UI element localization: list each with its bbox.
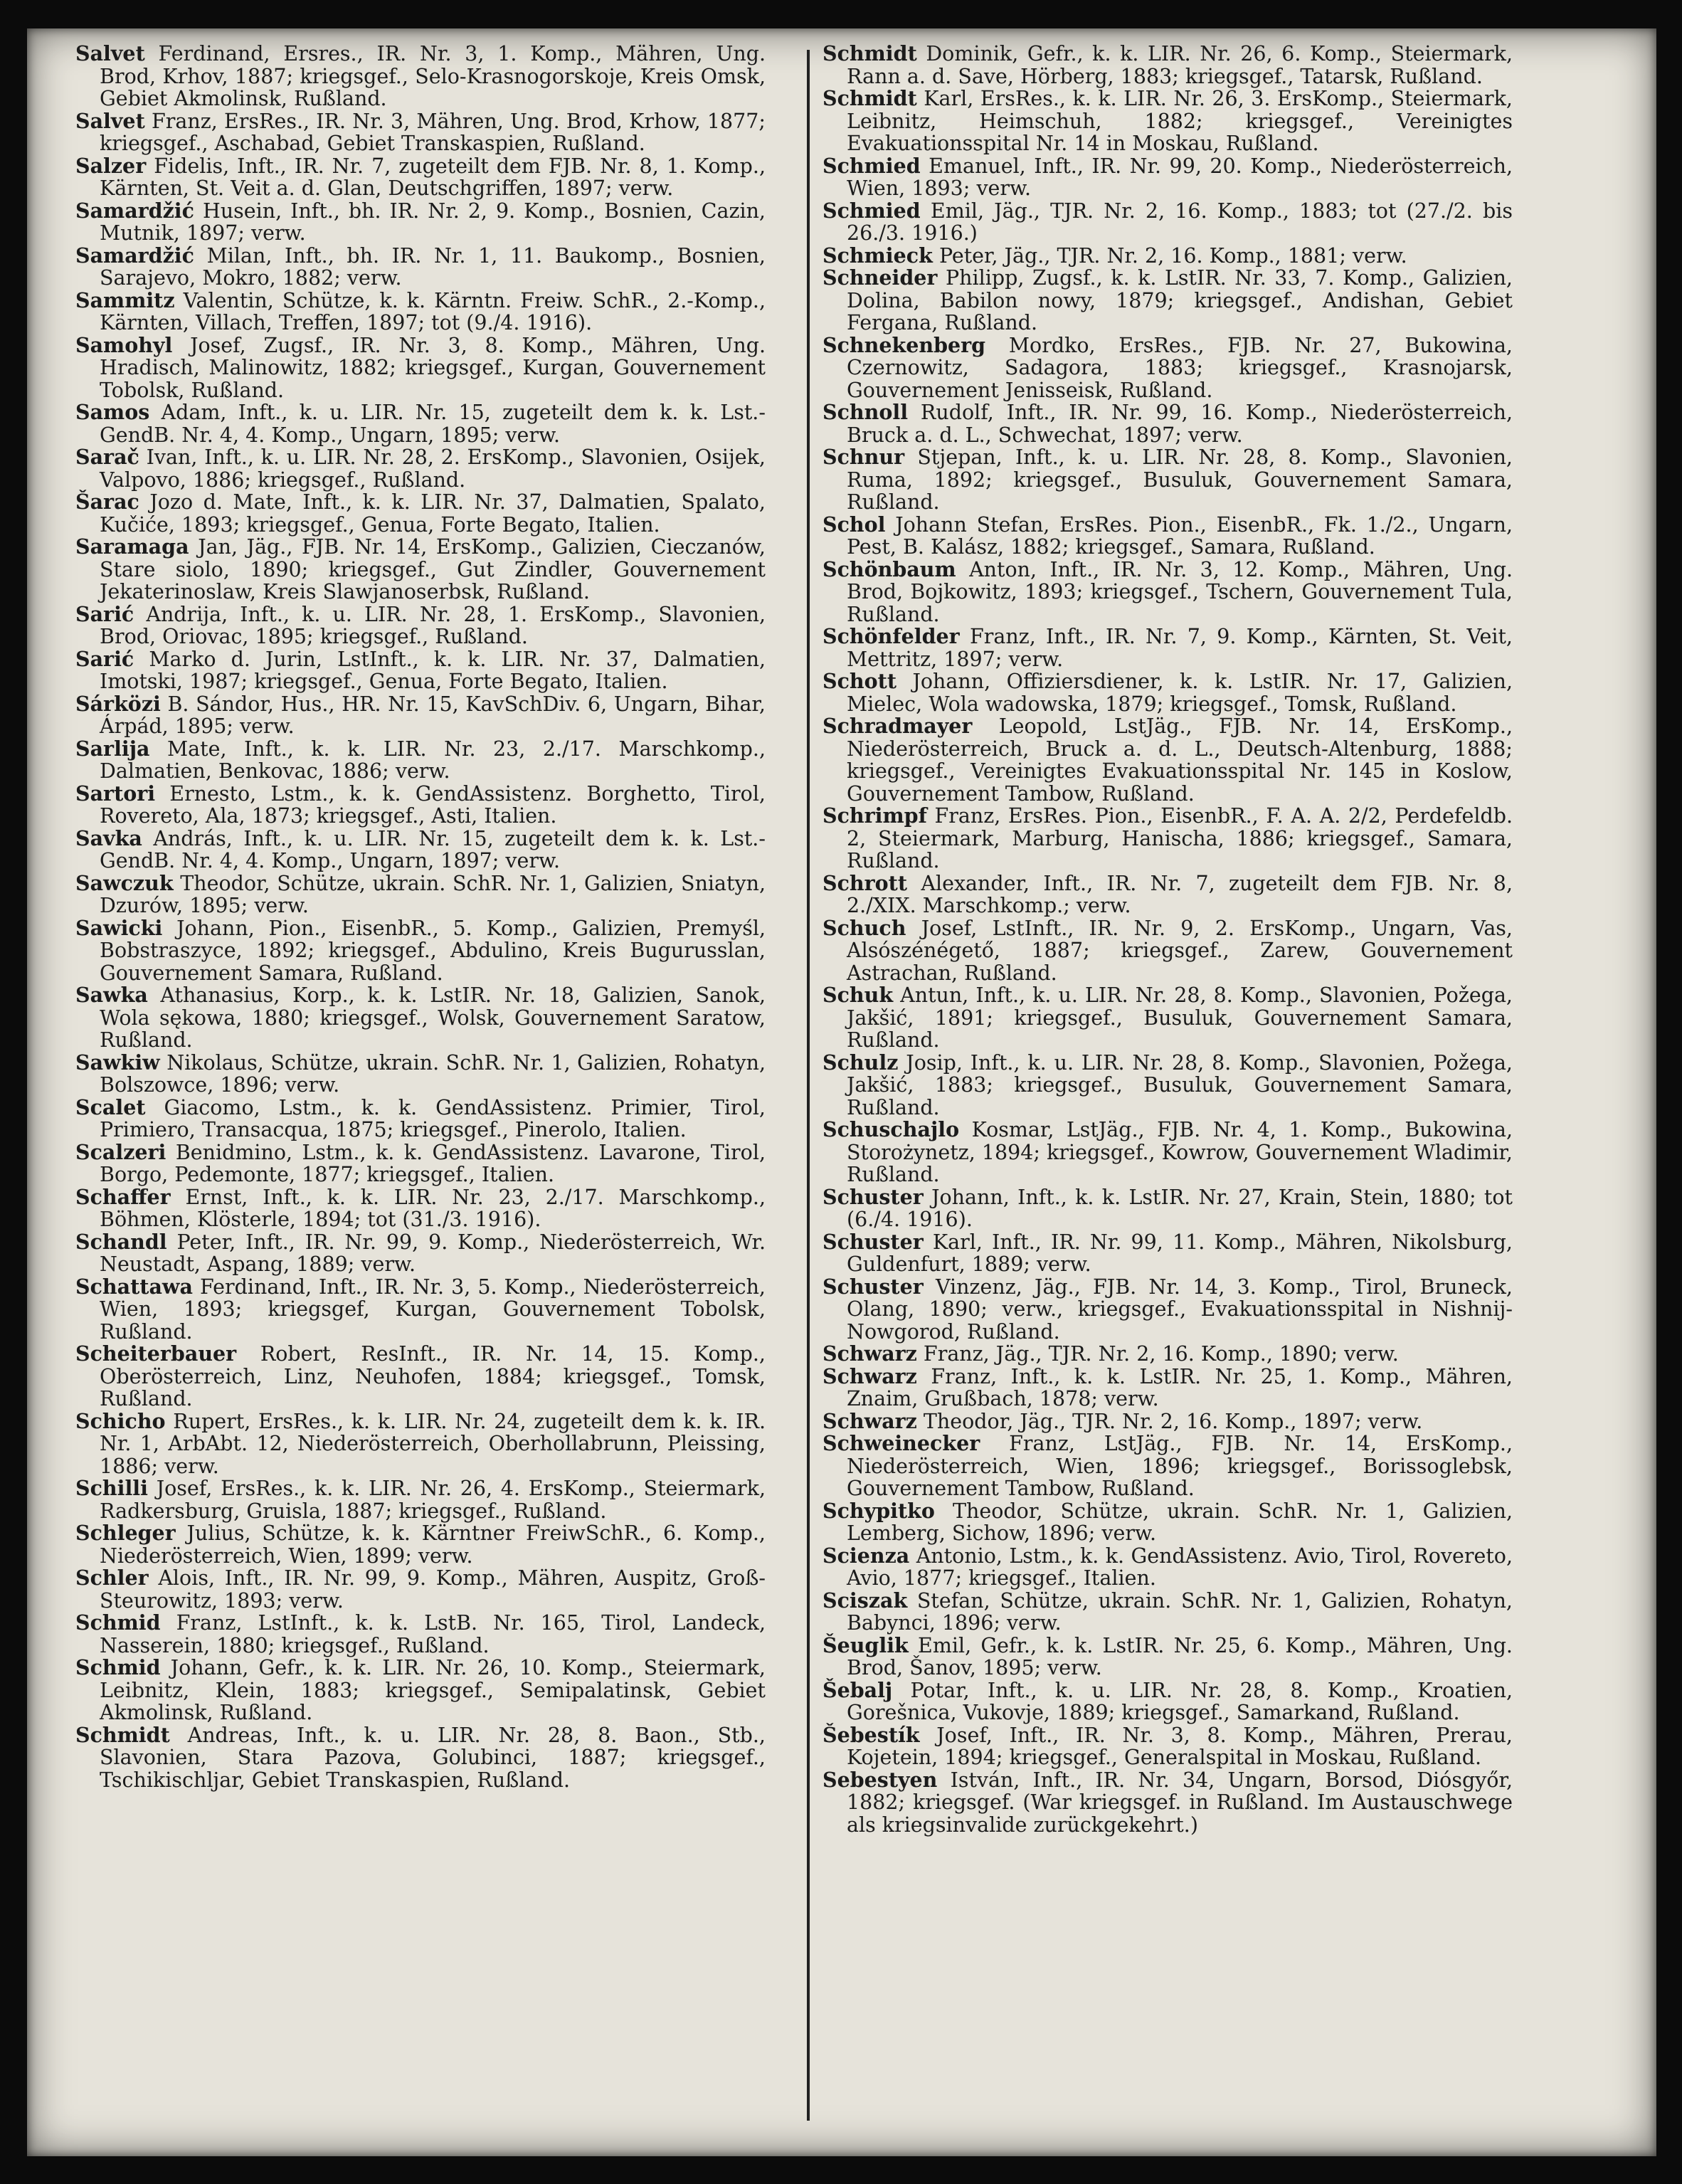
casualty-entry	[75, 245, 766, 290]
entry-details: Ernesto, Lstm., k. k. GendAssistenz. Borghetto, Tirol, Rovereto, Ala, 1873; kriegsgef., Asti, Italien.	[100, 781, 766, 828]
casualty-entry	[823, 1679, 1513, 1724]
casualty-entry	[75, 984, 766, 1052]
entry-details: Franz, ErsRes. Pion., EisenbR., F. A. A. 2/2, Perdefeldb. 2, Steiermark, Marburg, Hanischa, 1886; kriegsgef., Samara, Rußland.	[847, 804, 1513, 872]
entry-details: Ivan, Inft., k. u. LIR. Nr. 28, 2. ErsKomp., Slavonien, Osijek, Valpovo, 1886; kriegsgef., Rußland.	[100, 445, 766, 492]
casualty-entry	[75, 446, 766, 491]
entry-surname: Schwarz	[823, 1408, 917, 1433]
entry-surname: Schmidt	[823, 41, 917, 65]
entry-surname: Schuster	[823, 1184, 924, 1209]
entry-details: Karl, Inft., IR. Nr. 99, 11. Komp., Mähren, Nikolsburg, Guldenfurt, 1889; verw.	[847, 1230, 1513, 1276]
entry-surname: Sammitz	[75, 287, 175, 312]
casualty-entry	[823, 514, 1513, 559]
entry-details: Marko d. Jurin, LstInft., k. k. LIR. Nr. 37, Dalmatien, Imotski, 1987; kriegsgef., Genua, Forte Begato, Italien.	[100, 647, 766, 693]
entry-details: Ferdinand, Ersres., IR. Nr. 3, 1. Komp., Mähren, Ung. Brod, Krhov, 1887; kriegsgef., Selo-Krasnogorskoje, Kreis Omsk, Gebiet Akmolinsk, Rußland.	[100, 42, 766, 110]
entry-details: Karl, ErsRes., k. k. LIR. Nr. 26, 3. ErsKomp., Steiermark, Leibnitz, Heimschuh, 1882; kriegsgef., Vereinigtes Evakuationsspital Nr. 14 in Moskau, Rußland.	[847, 87, 1513, 155]
entry-surname: Sawka	[75, 983, 148, 1007]
entry-surname: Schilli	[75, 1476, 148, 1500]
entry-details: Giacomo, Lstm., k. k. GendAssistenz. Primier, Tirol, Primiero, Transacqua, 1875; kriegsgef., Pinerolo, Italien.	[100, 1095, 766, 1141]
casualty-entry	[823, 334, 1513, 402]
casualty-entry	[823, 1186, 1513, 1231]
entry-surname: Schuster	[823, 1229, 924, 1254]
entry-details: Franz, LstJäg., FJB. Nr. 14, ErsKomp., Niederösterreich, Wien, 1896; kriegsgef., Borissoglebsk, Gouvernement Tambow, Rußland.	[847, 1432, 1513, 1500]
entry-details: Emanuel, Inft., IR. Nr. 99, 20. Komp., Niederösterreich, Wien, 1893; verw.	[847, 154, 1513, 200]
casualty-entry	[75, 200, 766, 245]
casualty-entry	[823, 1590, 1513, 1635]
entry-details: Johann, Pion., EisenbR., 5. Komp., Galizien, Premyśl, Bobstraszyce, 1892; kriegsgef., Abdulino, Kreis Bugurusslan, Gouvernement Samara, Rußland.	[100, 916, 766, 985]
casualty-entry	[75, 872, 766, 917]
entry-surname: Samardžić	[75, 198, 194, 223]
entry-details: Anton, Inft., IR. Nr. 3, 12. Komp., Mähren, Ung. Brod, Bojkowitz, 1893; kriegsgef., Tschern, Gouvernement Tula, Rußland.	[847, 557, 1513, 626]
entry-details: Fidelis, Inft., IR. Nr. 7, zugeteilt dem FJB. Nr. 8, 1. Komp., Kärnten, St. Veit a. d. Glan, Deutschgriffen, 1897; verw.	[100, 154, 766, 200]
entry-surname: Sawkiw	[75, 1050, 160, 1075]
casualty-entry	[75, 1231, 766, 1276]
entry-surname: Sarlija	[75, 736, 150, 761]
casualty-entry	[75, 825, 766, 872]
entry-details: Andrija, Inft., k. u. LIR. Nr. 28, 1. ErsKomp., Slavonien, Brod, Oriovac, 1895; kriegsgef., Rußland.	[100, 602, 766, 648]
document-page	[27, 28, 1656, 2156]
entry-surname: Schleger	[75, 1521, 176, 1545]
casualty-entry	[823, 1119, 1513, 1186]
entry-details: Peter, Inft., IR. Nr. 99, 9. Komp., Niederösterreich, Wr. Neustadt, Aspang, 1889; verw.	[100, 1230, 766, 1276]
entry-surname: Schradmayer	[823, 714, 973, 738]
entry-surname: Schott	[823, 669, 896, 693]
entry-surname: Salzer	[75, 153, 147, 178]
entry-surname: Schypitko	[823, 1498, 935, 1523]
entry-surname: Samos	[75, 400, 150, 424]
entry-surname: Schmieck	[823, 243, 933, 268]
casualty-entry	[823, 401, 1513, 446]
entry-surname: Sawicki	[75, 915, 163, 940]
entry-surname: Schulz	[823, 1050, 899, 1075]
casualty-entry	[823, 984, 1513, 1052]
entry-surname: Schmid	[75, 1655, 161, 1679]
casualty-entry	[75, 1612, 766, 1657]
entry-surname: Schol	[823, 512, 886, 537]
entry-details: Husein, Inft., bh. IR. Nr. 2, 9. Komp., Bosnien, Cazin, Mutnik, 1897; verw.	[100, 199, 766, 245]
casualty-entry	[75, 1276, 766, 1344]
entry-details: Emil, Jäg., TJR. Nr. 2, 16. Komp., 1883; tot (27./2. bis 26./3. 1916.)	[847, 199, 1513, 245]
entry-surname: Samardžić	[75, 243, 194, 268]
casualty-entry	[75, 155, 766, 200]
entry-surname: Schönbaum	[823, 556, 956, 581]
casualty-entry	[823, 556, 1513, 626]
entry-details: Peter, Jäg., TJR. Nr. 2, 16. Komp., 1881; verw.	[938, 243, 1407, 268]
entry-details: Josef, LstInft., IR. Nr. 9, 2. ErsKomp., Ungarn, Vas, Alsószénégető, 1887; kriegsgef., Zarew, Gouvernement Astrachan, Rußland.	[847, 916, 1513, 985]
entry-details: Theodor, Schütze, ukrain. SchR. Nr. 1, Galizien, Sniatyn, Dzurów, 1895; verw.	[100, 871, 766, 917]
entry-details: Franz, ErsRes., IR. Nr. 3, Mähren, Ung. Brod, Krhow, 1877; kriegsgef., Aschabad, Gebiet Transkaspien, Rußland.	[100, 109, 766, 155]
entry-details: Julius, Schütze, k. k. Kärntner FreiwSchR., 6. Komp., Niederösterreich, Wien, 1899; verw.	[100, 1521, 766, 1568]
casualty-entry	[75, 1052, 766, 1097]
casualty-entry	[823, 1433, 1513, 1500]
entry-details: Theodor, Jäg., TJR. Nr. 2, 16. Komp., 1897; verw.	[923, 1409, 1423, 1433]
casualty-entry	[823, 1769, 1513, 1837]
casualty-entry	[823, 917, 1513, 985]
entry-surname: Schuch	[823, 915, 906, 940]
entry-details: Stjepan, Inft., k. u. LIR. Nr. 28, 8. Komp., Slavonien, Ruma, 1892; kriegsgef., Busuluk, Gouvernement Samara, Rußland.	[847, 445, 1513, 514]
entry-details: Benidmino, Lstm., k. k. GendAssistenz. Lavarone, Tirol, Borgo, Pedemonte, 1877; kriegsgef., Italien.	[100, 1140, 766, 1186]
entry-surname: Sawczuk	[75, 870, 174, 895]
entry-details: István, Inft., IR. Nr. 34, Ungarn, Borsod, Diósgyőr, 1882; kriegsgef. (War kriegsgef. in Rußland. Im Austauschwege als kriegsinvalide zurückgekehrt.)	[847, 1768, 1513, 1837]
entry-surname: Schneider	[823, 265, 938, 290]
entry-details: Franz, LstInft., k. k. LstB. Nr. 165, Tirol, Landeck, Nasserein, 1880; kriegsgef., Rußland.	[100, 1611, 766, 1657]
entry-details: Rupert, ErsRes., k. k. LIR. Nr. 24, zugeteilt dem k. k. IR. Nr. 1, ArbAbt. 12, Niederösterreich, Oberhollabrunn, Pleissing, 1886; verw.	[100, 1409, 766, 1478]
entry-details: Andreas, Inft., k. u. LIR. Nr. 28, 8. Baon., Stb., Slavonien, Stara Pazova, Golubinci, 1887; kriegsgef., Tschikischljar, Gebiet Transkaspien, Rußland.	[100, 1723, 766, 1792]
entry-surname: Šarac	[75, 490, 139, 514]
entry-surname: Scheiterbauer	[75, 1341, 237, 1366]
entry-surname: Sebestyen	[823, 1767, 938, 1792]
entry-details: Stefan, Schütze, ukrain. SchR. Nr. 1, Galizien, Rohatyn, Babynci, 1896; verw.	[847, 1588, 1513, 1635]
entry-surname: Schicho	[75, 1408, 166, 1433]
casualty-entry	[75, 1186, 766, 1231]
entry-surname: Schweinecker	[823, 1431, 980, 1455]
entry-surname: Schwarz	[823, 1363, 917, 1388]
casualty-entry	[823, 88, 1513, 155]
entry-details: Potar, Inft., k. u. LIR. Nr. 28, 8. Komp., Kroatien, Gorešnica, Vukovje, 1889; kriegsgef., Samarkand, Rußland.	[847, 1678, 1513, 1724]
entry-surname: Schuk	[823, 983, 894, 1007]
entry-details: Antonio, Lstm., k. k. GendAssistenz. Avio, Tirol, Rovereto, Avio, 1877; kriegsgef., Italien.	[847, 1544, 1513, 1590]
entry-surname: Sartori	[75, 781, 156, 806]
casualty-entry	[823, 245, 1513, 268]
entry-details: Emil, Gefr., k. k. LstIR. Nr. 25, 6. Komp., Mähren, Ung. Brod, Šanov, 1895; verw.	[847, 1633, 1513, 1679]
casualty-entry	[75, 1724, 766, 1792]
casualty-entry	[75, 536, 766, 603]
entry-details: Valentin, Schütze, k. k. Kärntn. Freiw. SchR., 2.-Komp., Kärnten, Villach, Treffen, 1897; tot (9./4. 1916).	[100, 288, 766, 334]
entry-details: Milan, Inft., bh. IR. Nr. 1, 11. Baukomp., Bosnien, Sarajevo, Mokro, 1882; verw.	[100, 243, 766, 290]
entry-surname: Sárközi	[75, 691, 161, 716]
entry-surname: Sarić	[75, 601, 134, 626]
entry-details: Jan, Jäg., FJB. Nr. 14, ErsKomp., Galizien, Cieczanów, Stare siolo, 1890; kriegsgef., Gut Zindler, Gouvernement Jekaterinoslaw, Kreis Slawjanoserbsk, Rußland.	[100, 535, 766, 603]
casualty-entry	[823, 43, 1513, 88]
casualty-entry	[823, 1276, 1513, 1344]
casualty-entry	[823, 1410, 1513, 1433]
casualty-entry	[823, 670, 1513, 715]
casualty-entry	[823, 805, 1513, 872]
casualty-entry	[823, 1632, 1513, 1679]
entry-details: Josip, Inft., k. u. LIR. Nr. 28, 8. Komp., Slavonien, Požega, Jakšić, 1883; kriegsgef., Busuluk, Gouvernement Samara, Rußland.	[847, 1050, 1513, 1119]
entry-surname: Schrott	[823, 870, 908, 895]
entry-details: Nikolaus, Schütze, ukrain. SchR. Nr. 1, Galizien, Rohatyn, Bolszowce, 1896; verw.	[100, 1050, 766, 1097]
column-divider	[807, 50, 810, 2121]
entry-details: Johann Stefan, ErsRes. Pion., EisenbR., Fk. 1./2., Ungarn, Pest, B. Kalász, 1882; kriegsgef., Samara, Rußland.	[847, 512, 1513, 559]
entry-details: Ferdinand, Inft., IR. Nr. 3, 5. Komp., Niederösterreich, Wien, 1893; kriegsgef, Kurgan, Gouvernement Tobolsk, Rußland.	[100, 1275, 766, 1344]
entry-details: Alois, Inft., IR. Nr. 99, 9. Komp., Mähren, Auspitz, Groß-Steurowitz, 1893; verw.	[100, 1566, 766, 1613]
entry-surname: Schmied	[823, 198, 921, 223]
entry-details: Antun, Inft., k. u. LIR. Nr. 28, 8. Komp., Slavonien, Požega, Jakšić, 1891; kriegsgef., Busuluk, Gouvernement Samara, Rußland.	[847, 983, 1513, 1052]
casualty-entry	[823, 872, 1513, 917]
entry-surname: Schaffer	[75, 1184, 171, 1209]
entry-surname: Schmidt	[75, 1722, 170, 1747]
casualty-entry	[823, 1343, 1513, 1366]
entry-surname: Saramaga	[75, 534, 189, 559]
entry-details: Johann, Inft., k. k. LstIR. Nr. 27, Krain, Stein, 1880; tot (6./4. 1916).	[847, 1185, 1513, 1231]
casualty-entry	[75, 1343, 766, 1410]
entry-surname: Schnoll	[823, 400, 909, 424]
entry-surname: Schuschajlo	[823, 1117, 960, 1141]
entry-details: Johann, Offiziersdiener, k. k. LstIR. Nr. 17, Galizien, Mielec, Wola wadowska, 1879; kriegsgef., Tomsk, Rußland.	[847, 670, 1513, 716]
entry-details: Philipp, Zugsf., k. k. LstIR. Nr. 33, 7. Komp., Galizien, Dolina, Babilon nowy, 1879; kriegsgef., Andishan, Gebiet Fergana, Rußland.	[847, 266, 1513, 334]
casualty-entry	[75, 1141, 766, 1186]
entry-surname: Salvet	[75, 41, 145, 65]
entry-surname: Schmied	[823, 153, 921, 178]
casualty-entry	[75, 287, 766, 334]
casualty-entry	[75, 1477, 766, 1522]
entry-details: Franz, Inft., IR. Nr. 7, 9. Komp., Kärnten, St. Veit, Mettritz, 1897; verw.	[847, 625, 1513, 671]
entry-surname: Sarić	[75, 646, 134, 671]
entry-details: Kosmar, LstJäg., FJB. Nr. 4, 1. Komp., Bukowina, Storożynetz, 1894; kriegsgef., Kowrow, Gouvernement Wladimir, Rußland.	[847, 1118, 1513, 1186]
casualty-entry	[75, 491, 766, 536]
casualty-entry	[823, 1724, 1513, 1769]
entry-surname: Schnekenberg	[823, 332, 986, 357]
entry-details: Franz, Inft., k. k. LstIR. Nr. 25, 1. Komp., Mähren, Znaim, Grußbach, 1878; verw.	[847, 1364, 1513, 1410]
casualty-entry	[75, 1567, 766, 1612]
entry-details: Rudolf, Inft., IR. Nr. 99, 16. Komp., Niederösterreich, Bruck a. d. L., Schwechat, 1897; verw.	[847, 401, 1513, 447]
casualty-entry	[823, 626, 1513, 670]
casualty-entry	[75, 1410, 766, 1478]
entry-details: Athanasius, Korp., k. k. LstIR. Nr. 18, Galizien, Sanok, Wola sękowa, 1880; kriegsgef., Wolsk, Gouvernement Saratow, Rußland.	[100, 983, 766, 1052]
casualty-entry	[823, 1500, 1513, 1545]
entry-surname: Savka	[75, 825, 142, 850]
casualty-entry	[823, 1052, 1513, 1119]
casualty-entry	[823, 155, 1513, 200]
casualty-entry	[823, 1363, 1513, 1410]
entry-surname: Scalet	[75, 1094, 146, 1119]
casualty-entry	[75, 1657, 766, 1724]
casualty-entry	[75, 603, 766, 648]
entry-details: Josef, Inft., IR. Nr. 3, 8. Komp., Mähren, Prerau, Kojetein, 1894; kriegsgef., Generalspital in Moskau, Rußland.	[847, 1723, 1513, 1769]
entry-details: Alexander, Inft., IR. Nr. 7, zugeteilt dem FJB. Nr. 8, 2./XIX. Marschkomp.; verw.	[847, 871, 1513, 917]
entry-details: Johann, Gefr., k. k. LIR. Nr. 26, 10. Komp., Steiermark, Leibnitz, Klein, 1883; kriegsgef., Semipalatinsk, Gebiet Akmolinsk, Rußland.	[100, 1656, 766, 1724]
entry-surname: Schandl	[75, 1229, 167, 1254]
entry-surname: Scalzeri	[75, 1139, 166, 1164]
casualty-entry	[823, 715, 1513, 805]
casualty-entry	[823, 1231, 1513, 1276]
entry-details: Robert, ResInft., IR. Nr. 14, 15. Komp., Oberösterreich, Linz, Neuhofen, 1884; kriegsgef., Tomsk, Rußland.	[100, 1342, 766, 1410]
entry-details: Mordko, ErsRes., FJB. Nr. 27, Bukowina, Czernowitz, Sadagora, 1883; kriegsgef., Krasnojarsk, Gouvernement Jenisseisk, Rußland.	[847, 333, 1513, 402]
entry-surname: Schnur	[823, 445, 905, 469]
entry-details: Theodor, Schütze, ukrain. SchR. Nr. 1, Galizien, Lemberg, Sichow, 1896; verw.	[847, 1499, 1513, 1545]
entry-details: Ernst, Inft., k. k. LIR. Nr. 23, 2./17. Marschkomp., Böhmen, Klösterle, 1894; tot (31./3. 1916).	[100, 1185, 766, 1231]
entry-surname: Šeuglik	[823, 1632, 909, 1657]
casualty-entry	[75, 1522, 766, 1567]
entry-surname: Schmidt	[823, 86, 917, 110]
entry-surname: Schler	[75, 1566, 149, 1590]
entry-details: Vinzenz, Jäg., FJB. Nr. 14, 3. Komp., Tirol, Bruneck, Olang, 1890; verw., kriegsgef., Evakuationsspital in Nishnij-Nowgorod, Rußland.	[847, 1275, 1513, 1344]
entry-surname: Schmid	[75, 1610, 161, 1635]
casualty-entry	[823, 200, 1513, 245]
casualty-entry	[75, 110, 766, 155]
entry-surname: Šebalj	[823, 1677, 893, 1702]
entry-surname: Samohyl	[75, 332, 173, 357]
casualty-entry	[823, 1545, 1513, 1590]
casualty-entry	[823, 446, 1513, 514]
entry-surname: Sarač	[75, 445, 139, 469]
entry-details: Leopold, LstJäg., FJB. Nr. 14, ErsKomp., Niederösterreich, Bruck a. d. L., Deutsch-Altenburg, 1888; kriegsgef., Vereinigtes Evakuationsspital Nr. 145 in Koslow, Gouvernement Tambow, Rußland.	[847, 714, 1513, 806]
entry-surname: Schattawa	[75, 1274, 193, 1299]
entry-surname: Schönfelder	[823, 624, 960, 648]
casualty-entry	[75, 648, 766, 693]
casualty-entry	[75, 693, 766, 738]
entry-surname: Schuster	[823, 1274, 924, 1299]
casualty-entry	[75, 917, 766, 985]
entry-details: Josef, Zugsf., IR. Nr. 3, 8. Komp., Mähren, Ung. Hradisch, Malinowitz, 1882; kriegsgef., Kurgan, Gouvernement Tobolsk, Rußland.	[100, 333, 766, 402]
casualty-entry	[75, 401, 766, 446]
left-column	[75, 43, 766, 1791]
entry-surname: Sciszak	[823, 1588, 908, 1613]
entry-details: Mate, Inft., k. k. LIR. Nr. 23, 2./17. Marschkomp., Dalmatien, Benkovac, 1886; verw.	[100, 737, 766, 783]
entry-details: Jozo d. Mate, Inft., k. k. LIR. Nr. 37, Dalmatien, Spalato, Kučiće, 1893; kriegsgef., Genua, Forte Begato, Italien.	[100, 490, 766, 537]
entry-details: Dominik, Gefr., k. k. LIR. Nr. 26, 6. Komp., Steiermark, Rann a. d. Save, Hörberg, 1883; kriegsgef., Tatarsk, Rußland.	[847, 42, 1513, 88]
entry-surname: Salvet	[75, 108, 145, 133]
entry-surname: Schwarz	[823, 1341, 917, 1366]
entry-details: Franz, Jäg., TJR. Nr. 2, 16. Komp., 1890; verw.	[923, 1342, 1399, 1366]
casualty-entry	[75, 334, 766, 402]
casualty-entry	[75, 1094, 766, 1141]
entry-details: Adam, Inft., k. u. LIR. Nr. 15, zugeteilt dem k. k. Lst.-GendB. Nr. 4, 4. Komp., Ungarn, 1895; verw.	[100, 401, 766, 447]
casualty-entry	[75, 783, 766, 828]
casualty-entry	[823, 267, 1513, 334]
entry-surname: Schrimpf	[823, 803, 927, 828]
entry-surname: Scienza	[823, 1543, 910, 1568]
entry-details: B. Sándor, Hus., HR. Nr. 15, KavSchDiv. 6, Ungarn, Bihar, Árpád, 1895; verw.	[100, 692, 766, 738]
casualty-entry	[75, 738, 766, 783]
entry-details: Josef, ErsRes., k. k. LIR. Nr. 26, 4. ErsKomp., Steiermark, Radkersburg, Gruisla, 1887; kriegsgef., Rußland.	[100, 1477, 766, 1523]
entry-details: András, Inft., k. u. LIR. Nr. 15, zugeteilt dem k. k. Lst.-GendB. Nr. 4, 4. Komp., Ungarn, 1897; verw.	[100, 826, 766, 872]
right-column	[823, 43, 1513, 1836]
entry-surname: Šebestík	[823, 1722, 920, 1747]
casualty-entry	[75, 43, 766, 110]
